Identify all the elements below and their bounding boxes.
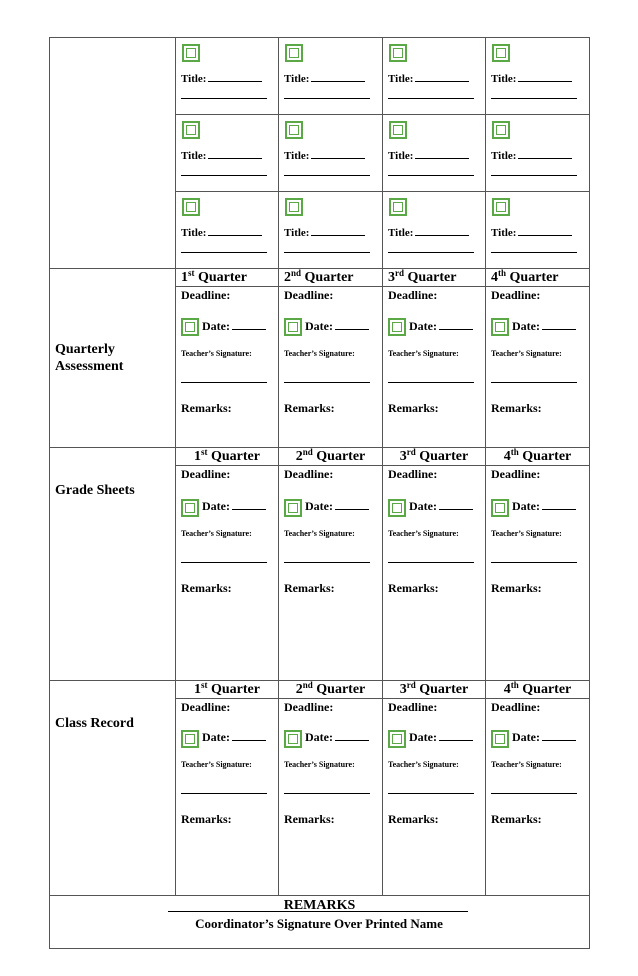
teacher-signature-label: Teacher’s Signature: [181,349,252,358]
title-label: Title: [491,227,517,239]
quarter-heading: 4th Quarter [486,681,589,699]
deadline-label: Deadline: [181,700,231,714]
checkbox[interactable] [284,499,302,517]
section-quarterly-assessment [50,269,590,448]
quarter-cell [383,269,486,448]
deadline-label: Deadline: [284,288,334,302]
remarks-label: Remarks: [491,581,542,595]
date-field: Date: [409,319,473,334]
title-underline [388,175,474,176]
remarks-heading: REMARKS [283,898,356,913]
date-field: Date: [512,499,576,514]
quarter-heading: 4th Quarter [486,269,589,287]
checkbox[interactable] [491,499,509,517]
title-label: Title: [181,150,207,162]
section-label: Class Record [50,681,176,896]
signature-line [284,793,370,794]
teacher-signature-label: Teacher’s Signature: [491,760,562,769]
title-cell [176,38,279,115]
title-underline [284,175,370,176]
checkbox[interactable] [492,198,510,216]
title-label: Title: [388,73,414,85]
title-label: Title: [388,150,414,162]
quarter-heading: 4th Quarter [486,448,589,466]
deadline-label: Deadline: [181,288,231,302]
signature-line [491,382,577,383]
checkbox[interactable] [388,499,406,517]
quarter-heading: 1st Quarter [176,681,278,699]
title-underline [181,98,267,99]
checkbox[interactable] [181,499,199,517]
title-cell [279,115,383,192]
title-label: Title: [181,73,207,85]
checkbox[interactable] [284,318,302,336]
title-underline [388,98,474,99]
quarter-cell [176,448,279,681]
title-cell [279,192,383,269]
teacher-signature-label: Teacher’s Signature: [491,529,562,538]
deadline-label: Deadline: [284,467,334,481]
teacher-signature-label: Teacher’s Signature: [284,349,355,358]
title-cell [486,192,590,269]
quarter-heading: 3rd Quarter [383,681,485,699]
date-field: Date: [305,319,369,334]
title-cell [176,192,279,269]
signature-line [181,793,267,794]
checkbox[interactable] [491,318,509,336]
title-label: Title: [388,227,414,239]
teacher-signature-label: Teacher’s Signature: [491,349,562,358]
teacher-signature-label: Teacher’s Signature: [388,760,459,769]
coordinator-signature-line [168,911,468,912]
deadline-label: Deadline: [388,700,438,714]
checkbox[interactable] [389,198,407,216]
title-cell [486,38,590,115]
remarks-label: Remarks: [284,812,335,826]
deadline-label: Deadline: [388,288,438,302]
remarks-label: Remarks: [181,401,232,415]
quarter-heading: 3rd Quarter [383,448,485,466]
quarter-cell [486,681,590,896]
date-field: Date: [202,730,266,745]
title-label: Title: [284,227,310,239]
deadline-label: Deadline: [181,467,231,481]
title-row-1 [50,38,590,115]
quarter-cell [279,681,383,896]
deadline-label: Deadline: [388,467,438,481]
quarter-cell [279,448,383,681]
quarter-cell [176,681,279,896]
title-label: Title: [284,73,310,85]
checkbox[interactable] [388,730,406,748]
quarter-cell [279,269,383,448]
remarks-label: Remarks: [181,812,232,826]
title-underline [181,252,267,253]
date-field: Date: [305,730,369,745]
quarter-heading: 2nd Quarter [279,269,382,287]
quarter-cell [383,448,486,681]
checkbox[interactable] [285,121,303,139]
monitoring-form-table [49,37,590,949]
quarter-cell [486,448,590,681]
coordinator-signature-label: Coordinator’s Signature Over Printed Name [195,916,443,931]
teacher-signature-label: Teacher’s Signature: [284,760,355,769]
title-underline [181,175,267,176]
deadline-label: Deadline: [491,467,541,481]
checkbox[interactable] [389,121,407,139]
checkbox[interactable] [181,730,199,748]
title-label: Title: [181,227,207,239]
date-field: Date: [202,319,266,334]
checkbox[interactable] [182,121,200,139]
checkbox[interactable] [285,198,303,216]
deadline-label: Deadline: [491,700,541,714]
remarks-label: Remarks: [284,581,335,595]
checkbox[interactable] [491,730,509,748]
title-cell [383,192,486,269]
teacher-signature-label: Teacher’s Signature: [181,529,252,538]
section-class-record [50,681,590,896]
teacher-signature-label: Teacher’s Signature: [388,529,459,538]
deadline-label: Deadline: [491,288,541,302]
quarter-heading: 2nd Quarter [279,681,382,699]
date-field: Date: [305,499,369,514]
signature-line [491,562,577,563]
date-field: Date: [409,499,473,514]
signature-line [181,382,267,383]
remarks-label: Remarks: [388,812,439,826]
blank-label-cell [50,38,176,269]
title-cell [383,115,486,192]
section-label: Grade Sheets [50,448,176,681]
checkbox[interactable] [284,730,302,748]
date-field: Date: [512,319,576,334]
remarks-label: Remarks: [181,581,232,595]
quarter-heading: 1st Quarter [176,269,278,287]
remarks-label: Remarks: [491,812,542,826]
checkbox[interactable] [182,198,200,216]
signature-line [388,382,474,383]
section-label: Quarterly Assessment [50,269,176,448]
title-cell [176,115,279,192]
signature-line [388,793,474,794]
date-field: Date: [409,730,473,745]
signature-line [181,562,267,563]
signature-line [284,562,370,563]
date-field: Date: [202,499,266,514]
checkbox[interactable] [492,44,510,62]
title-underline [388,252,474,253]
date-field: Date: [512,730,576,745]
title-underline [284,252,370,253]
title-label: Title: [491,150,517,162]
title-cell [486,115,590,192]
remarks-label: Remarks: [491,401,542,415]
signature-line [491,793,577,794]
checkbox[interactable] [389,44,407,62]
section-grade-sheets [50,448,590,681]
quarter-heading: 3rd Quarter [383,269,485,287]
quarter-heading: 1st Quarter [176,448,278,466]
teacher-signature-label: Teacher’s Signature: [388,349,459,358]
title-cell [279,38,383,115]
remarks-label: Remarks: [388,581,439,595]
quarter-cell [383,681,486,896]
quarter-cell [176,269,279,448]
checkbox[interactable] [388,318,406,336]
teacher-signature-label: Teacher’s Signature: [284,529,355,538]
title-label: Title: [491,73,517,85]
checkbox[interactable] [492,121,510,139]
title-underline [491,252,577,253]
remarks-label: Remarks: [388,401,439,415]
title-cell [383,38,486,115]
title-underline [284,98,370,99]
checkbox[interactable] [181,318,199,336]
checkbox[interactable] [182,44,200,62]
title-underline [491,98,577,99]
remarks-label: Remarks: [284,401,335,415]
signature-line [284,382,370,383]
title-label: Title: [284,150,310,162]
checkbox[interactable] [285,44,303,62]
teacher-signature-label: Teacher’s Signature: [181,760,252,769]
title-underline [491,175,577,176]
signature-line [388,562,474,563]
quarter-cell [486,269,590,448]
deadline-label: Deadline: [284,700,334,714]
quarter-heading: 2nd Quarter [279,448,382,466]
